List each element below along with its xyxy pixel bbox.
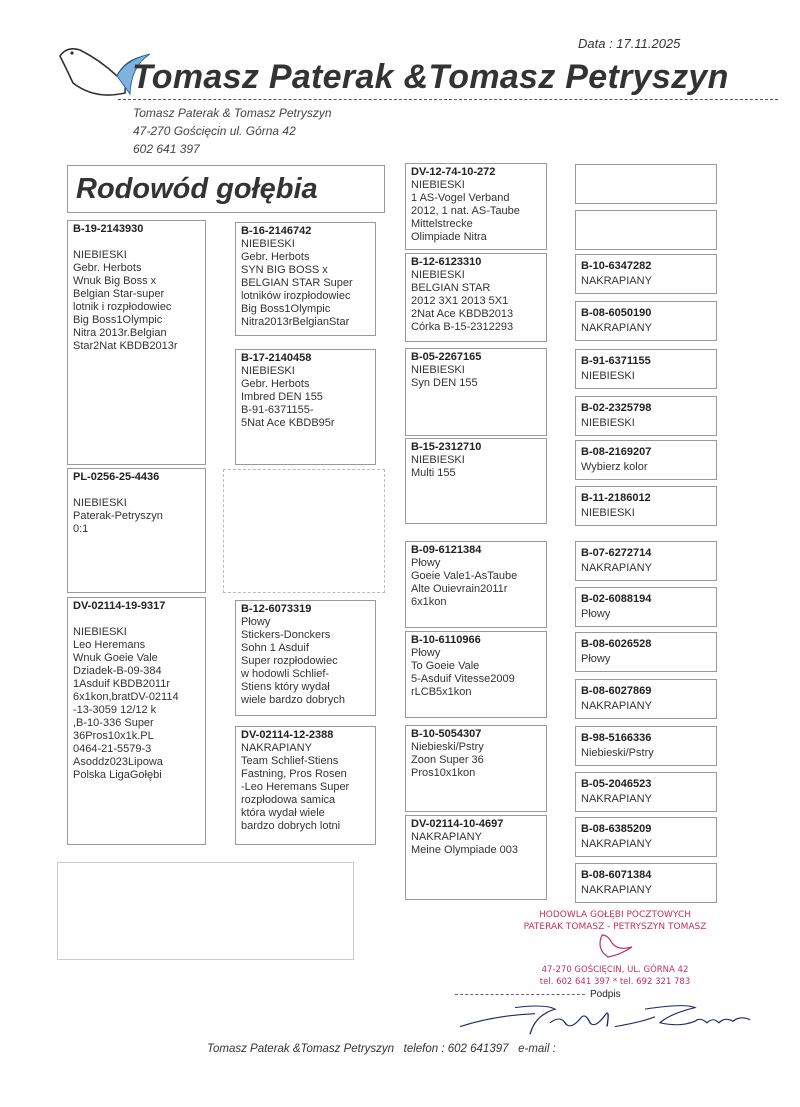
great-grandparent-box [405,348,547,436]
ring-number: B-16-2146742 [241,225,312,237]
address-phone: 602 641 397 [133,142,200,156]
note-line: w hodowli Schlief- [241,668,330,680]
note-line: Dziadek-B-09-384 [73,665,162,677]
stamp-pigeon-icon [600,935,632,957]
great-great-grandparent-box [575,301,717,341]
note-line: wiele bardzo dobrych [241,694,345,706]
note-line: 36Pros10x1k.PL [73,730,154,742]
color: NIEBIESKI [581,370,635,382]
note-line: 2012, 1 nat. AS-Taube [411,205,520,217]
great-great-grandparent-box [575,254,717,294]
stamp-line: PATERAK TOMASZ - PETRYSZYN TOMASZ [523,922,707,932]
footer: Tomasz Paterak &Tomasz Petryszyn telefon : 602 641397 e-mail : [207,1043,556,1055]
ring-number: B-12-6123310 [411,256,482,268]
great-great-grandparent-box [575,726,717,766]
note-line: 0464-21-5579-3 [73,743,152,755]
note-line: Meine Olympiade 003 [411,844,519,856]
color: Niebieski/Pstry [411,741,484,753]
note-line: Big Boss1Olympic [241,303,331,315]
note-line: Sohn 1 Asduif [241,642,309,654]
color: NIEBIESKI [581,417,635,429]
note-line: Super rozpłodowiec [241,655,338,667]
ring-number: DV-02114-19-9317 [73,600,166,612]
note-line: Syn DEN 155 [411,377,478,389]
note-line: Goeie Vale1-AsTaube [411,570,518,582]
ring-number: B-08-6027869 [581,685,652,697]
note-line: 5-Asduif Vitesse2009 [411,673,515,685]
note-line: Alte Ouievrain2011r [411,583,508,595]
note-line: 1Asduif KBDB2011r [73,678,171,690]
color: NIEBIESKI [73,249,127,261]
note-line: SYN BIG BOSS x [241,264,328,276]
color: NIEBIESKI [73,497,127,509]
ring-number: B-02-6088194 [581,593,652,605]
date: Data : 17.11.2025 [578,36,681,51]
note-line: Mittelstrecke [411,218,473,230]
breeder: Paterak-Petryszyn [73,510,163,522]
note-line: 1 AS-Vogel Verband [411,192,510,204]
empty-box [223,469,385,593]
parent-dam [67,597,206,845]
note-line: BELGIAN STAR [411,282,491,294]
color: NAKRAPIANY [581,838,652,850]
ring-number: B-08-6385209 [581,823,652,835]
note-line: Star2Nat KBDB2013r [73,340,178,352]
color: NAKRAPIANY [411,831,482,843]
note-line: Belgian Star-super [73,288,165,300]
great-grandparent-box [405,163,547,250]
note-line: ,B-10-336 Super [73,717,154,729]
color: NIEBIESKI [241,365,295,377]
color: NIEBIESKI [411,454,465,466]
note-line: która wydał wiele [241,807,325,819]
ring-number: B-09-6121384 [411,544,482,556]
color: NAKRAPIANY [581,562,652,574]
great-grandparent-box [405,815,547,900]
address-name: Tomasz Paterak & Tomasz Petryszyn [133,106,332,120]
document-title-box [67,165,385,213]
great-great-grandparent-box [575,541,717,581]
note-line: rLCB5x1kon [411,686,472,698]
signature-line [455,994,585,995]
note-line: Pros10x1kon [411,767,476,779]
note-line: bardzo dobrych lotni [241,820,341,832]
ring-number: B-19-2143930 [73,223,144,235]
ring-number: B-02-2325798 [581,402,652,414]
note-line: rozpłodowa samica [241,794,336,806]
document-title: Rodowód gołębia [76,173,318,205]
great-great-grandparent-box [575,587,717,627]
color: NAKRAPIANY [581,322,652,334]
color: NIEBIESKI [73,626,127,638]
ring-number: B-10-6347282 [581,260,652,272]
ring-number: B-11-2186012 [581,492,651,504]
stamp-line: 47-270 GOŚCIĘCIN, UL. GÓRNA 42 [541,965,689,975]
great-great-grandparent-box [575,817,717,857]
note-line: Big Boss1Olympic [73,314,163,326]
grandparent-box [235,222,376,336]
note-line: Imbred DEN 155 [241,391,323,403]
color: Płowy [241,616,271,628]
note-line: Wnuk Big Boss x [73,275,157,287]
note-line: Zoon Super 36 [411,754,484,766]
great-great-grandparent-box [575,349,717,389]
note-line: lotnik i rozpłodowiec [73,301,172,313]
empty-notes-box [57,862,354,960]
note-line: lotników irozpłodowiec [241,290,351,302]
ring-number: DV-02114-10-4697 [411,818,504,830]
note-line: BELGIAN STAR Super [241,277,353,289]
color: NIEBIESKI [411,179,465,191]
color: NIEBIESKI [581,507,635,519]
note-line: 2012 3X1 2013 5X1 [411,295,509,307]
note-line: Stiens który wydał [241,681,330,693]
ring-number: DV-02114-12-2388 [241,729,334,741]
company-title: Tomasz Paterak &Tomasz Petryszyn [132,58,729,96]
note-line: 6x1kon,bratDV-02114 [73,691,179,703]
note-line: Stickers-Donckers [241,629,331,641]
great-great-grandparent-box [575,440,717,480]
great-grandparent-box [405,541,547,628]
color: Wybierz kolor [581,461,648,473]
ring-number: B-08-6071384 [581,869,652,881]
great-great-grandparent-box [575,164,717,204]
breeder: Gebr. Herbots [73,262,142,274]
ring-number: B-05-2046523 [581,778,652,790]
ring-number: B-05-2267165 [411,351,482,363]
breeder: Leo Heremans [73,639,146,651]
color: NAKRAPIANY [581,700,652,712]
ring-number: B-10-5054307 [411,728,482,740]
great-grandparent-box [405,253,547,342]
note-line: Asoddz023Lipowa [73,756,163,768]
note-line: Fastning, Pros Rosen [241,768,347,780]
signature-label: Podpis [590,989,621,1000]
great-great-grandparent-box [575,396,717,436]
note-line: Wnuk Goeie Vale [73,652,158,664]
ring-number: B-12-6073319 [241,603,312,615]
great-grandparent-box [405,725,547,812]
note-line: Córka B-15-2312293 [411,321,514,333]
stamp-line: HODOWLA GOŁĘBI POCZTOWYCH [539,910,691,920]
color: Płowy [581,608,611,620]
ring-number: B-17-2140458 [241,352,312,364]
great-grandparent-box [405,631,547,718]
handwritten-signature [455,1000,765,1038]
color: Płowy [581,653,611,665]
color: NIEBIESKI [411,364,465,376]
ring-number: B-08-6026528 [581,638,652,650]
note-line: Polska LigaGołębi [73,769,162,781]
color: NAKRAPIANY [581,793,652,805]
breeder: Gebr. Herbots [241,378,310,390]
ring-number: DV-12-74-10-272 [411,166,496,178]
ring-number: B-98-5166336 [581,732,652,744]
great-great-grandparent-box [575,863,717,903]
great-great-grandparent-box [575,679,717,719]
note-line: 2Nat Ace KBDB2013 [411,308,514,320]
grandparent-box [235,726,376,845]
grandparent-box [235,600,376,716]
main-bird [67,468,206,593]
note-line: -Leo Heremans Super [241,781,350,793]
breeder: Gebr. Herbots [241,251,310,263]
note-line: To Goeie Vale [411,660,480,672]
great-great-grandparent-box [575,486,717,526]
ring-number: PL-0256-25-4436 [73,471,160,483]
grandparent-box [235,349,376,465]
color: NAKRAPIANY [581,275,652,287]
title-underline [118,99,778,100]
great-great-grandparent-box [575,210,717,250]
note-line: 6x1kon [411,596,447,608]
color: Płowy [411,557,441,569]
note-line: Multi 155 [411,467,456,479]
great-great-grandparent-box [575,632,717,672]
ring-number: B-08-2169207 [581,446,652,458]
color: NAKRAPIANY [241,742,312,754]
parent-sire [67,220,206,465]
ring-number: B-08-6050190 [581,307,652,319]
note-line: B-91-6371155- [241,404,314,416]
ring-number: B-91-6371155 [581,355,651,367]
great-great-grandparent-box [575,772,717,812]
note-line: Nitra 2013r.Belgian [73,327,167,339]
note-line: Nitra2013rBelgianStar [241,316,350,328]
great-grandparent-box [405,438,547,524]
note-line: 5Nat Ace KBDB95r [241,417,335,429]
note-line: Olimpiade Nitra [411,231,487,243]
sex: 0:1 [73,523,89,535]
ring-number: B-15-2312710 [411,441,482,453]
color: NIEBIESKI [411,269,465,281]
color: Niebieski/Pstry [581,747,654,759]
color: Płowy [411,647,441,659]
ring-number: B-07-6272714 [581,547,652,559]
color: NAKRAPIANY [581,884,652,896]
note-line: Team Schlief-Stiens [241,755,339,767]
color: NIEBIESKI [241,238,295,250]
ring-number: B-10-6110966 [411,634,481,646]
breeder-stamp [490,907,740,989]
address-street: 47-270 Gościęcin ul. Górna 42 [133,124,296,138]
stamp-line: tel. 602 641 397 * tel. 692 321 783 [539,977,691,987]
note-line: -13-3059 12/12 k [73,704,157,716]
